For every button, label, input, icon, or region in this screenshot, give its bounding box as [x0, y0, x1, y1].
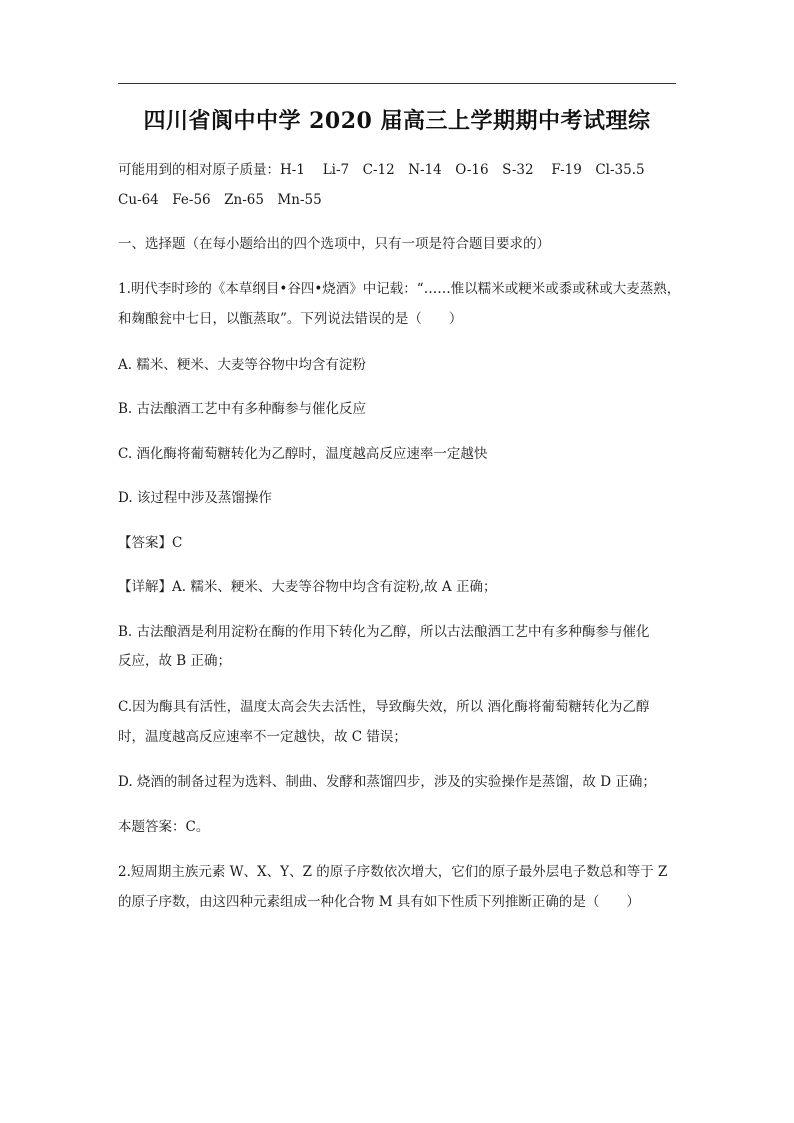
- q1-stem-line-2: 和麹酿瓮中七日，以甑蒸取”。下列说法错误的是（ ）: [118, 311, 463, 327]
- atomic-mass-line-1: 可能用到的相对原子质量：H-1 Li-7 C-12 N-14 O-16 S-32 F-19 Cl-35.5: [118, 162, 645, 178]
- q1-detail-b-line-1: B. 古法酿酒是利用淀粉在酶的作用下转化为乙醇，所以古法酿酒工艺中有多种酶参与催化: [118, 624, 650, 640]
- section-heading: 一、选择题（在每小题给出的四个选项中，只有一项是符合题目要求的）: [118, 236, 550, 252]
- q1-stem-line-1: 1.明代李时珍的《本草纲目•谷四•烧酒》中记载：“……惟以糯米或粳米或黍或秫或大麦蒸熟，: [118, 281, 681, 297]
- atomic-mass-line-2: Cu-64 Fe-56 Zn-65 Mn-55: [118, 192, 322, 208]
- q1-detail-d: D. 烧酒的制备过程为选料、制曲、发酵和蒸馏四步，涉及的实验操作是蒸馏，故 D 正确；: [118, 774, 656, 790]
- q1-detail-a: 【详解】A. 糯米、粳米、大麦等谷物中均含有淀粉,故 A 正确；: [118, 579, 497, 595]
- q1-option-c: C. 酒化酶将葡萄糖转化为乙醇时，温度越高反应速率一定越快: [118, 446, 488, 462]
- q1-final-answer: 本题答案：C。: [118, 819, 210, 835]
- q1-detail-c-line-1: C.因为酶具有活性，温度太高会失去活性，导致酶失效，所以 酒化酶将葡萄糖转化为乙醇: [118, 699, 650, 715]
- q1-detail-c-line-2: 时，温度越高反应速率不一定越快，故 C 错误；: [118, 729, 407, 745]
- q1-option-b: B. 古法酿酒工艺中有多种酶参与催化反应: [118, 401, 367, 417]
- q1-detail-b-line-2: 反应，故 B 正确；: [118, 653, 232, 669]
- q1-answer: 【答案】C: [118, 535, 183, 551]
- q2-stem-line-2: 的原子序数，由这四种元素组成一种化合物 M 具有如下性质下列推断正确的是（ ）: [118, 894, 640, 910]
- q1-option-d: D. 该过程中涉及蒸馏操作: [118, 490, 272, 506]
- page-title: 四川省阆中中学 2020 届高三上学期期中考试理综: [143, 108, 651, 134]
- header-rule: [118, 83, 676, 84]
- q1-option-a: A. 糯米、粳米、大麦等谷物中均含有淀粉: [118, 357, 366, 373]
- q2-stem-line-1: 2.短周期主族元素 W、X、Y、Z 的原子序数依次增大，它们的原子最外层电子数总和等于 Z: [118, 864, 668, 880]
